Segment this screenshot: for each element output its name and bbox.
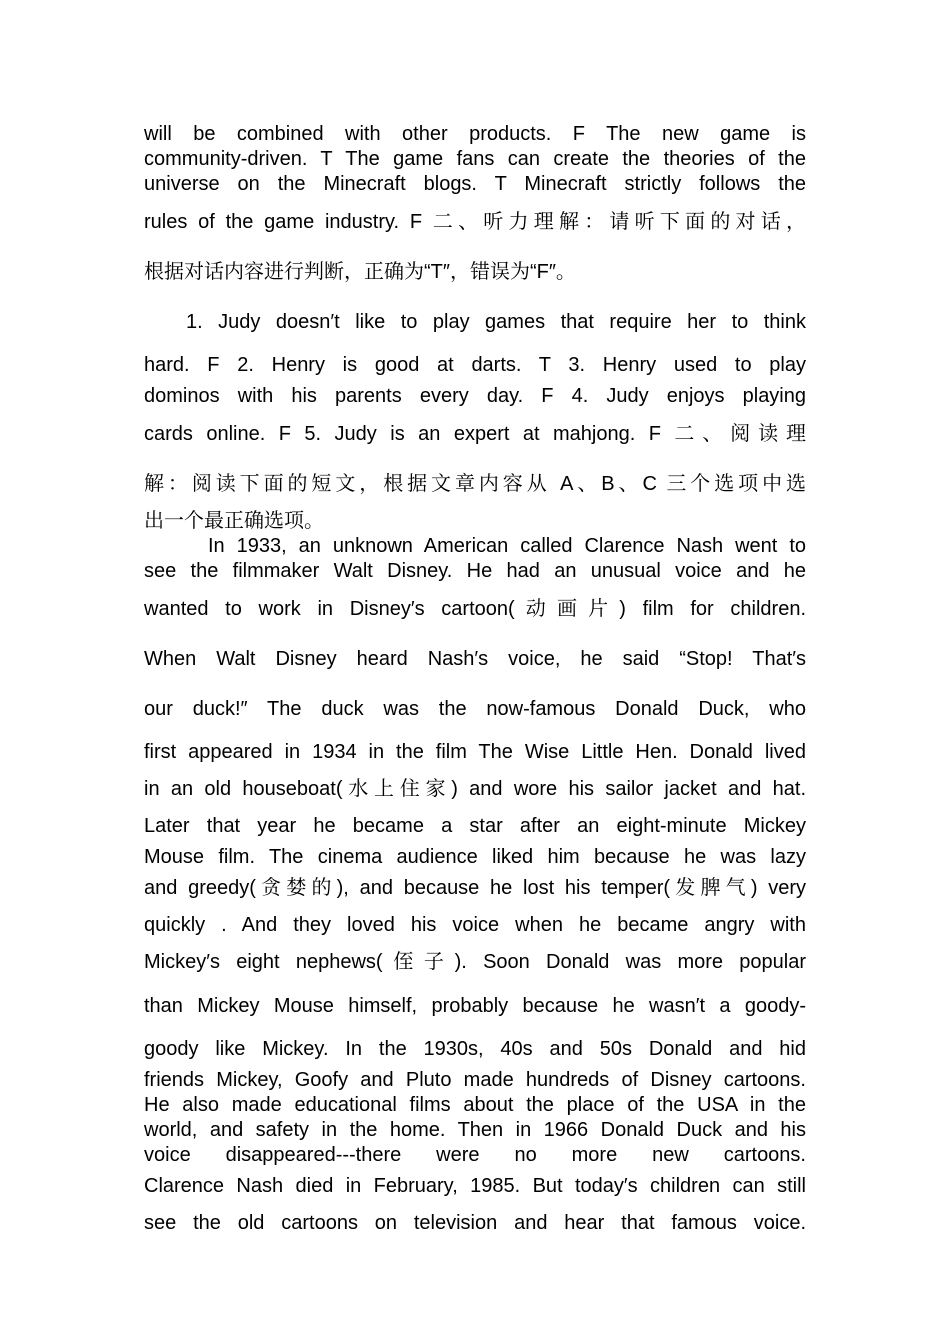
text-line: than Mickey Mouse himself, probably because he wasn′t a goody-: [144, 995, 806, 1017]
text-line: Clarence Nash died in February, 1985. But today′s children can still: [144, 1175, 806, 1197]
text-line: voice disappeared---there were no more new cartoons.: [144, 1144, 806, 1166]
document-page: [144, 122, 806, 1242]
text-line: 1. Judy doesn′t like to play games that require her to think: [186, 311, 806, 333]
text-line: friends Mickey, Goofy and Pluto made hundreds of Disney cartoons.: [144, 1069, 806, 1091]
text-line: in an old houseboat(水上住家) and wore his sailor jacket and hat.: [144, 778, 806, 800]
text-line: see the old cartoons on television and hear that famous voice.: [144, 1212, 806, 1234]
text-line: will be combined with other products. F The new game is: [144, 123, 806, 145]
text-line: see the filmmaker Walt Disney. He had an unusual voice and he: [144, 560, 806, 582]
text-line: 出一个最正确选项。: [144, 510, 324, 532]
text-line: hard. F 2. Henry is good at darts. T 3. Henry used to play: [144, 354, 806, 376]
text-line: quickly . And they loved his voice when he became angry with: [144, 914, 806, 936]
text-line: cards online. F 5. Judy is an expert at mahjong. F 二、阅读理: [144, 423, 806, 445]
text-line: Later that year he became a star after an eight-minute Mickey: [144, 815, 806, 837]
text-line: Mouse film. The cinema audience liked him because he was lazy: [144, 846, 806, 868]
text-line: first appeared in 1934 in the film The Wise Little Hen. Donald lived: [144, 741, 806, 763]
text-line: and greedy(贪婪的), and because he lost his temper(发脾气) very: [144, 877, 806, 899]
text-line: community-driven. T The game fans can create the theories of the: [144, 148, 806, 170]
text-line: 根据对话内容进行判断，正确为“T″，错误为“F″。: [144, 261, 576, 283]
text-line: universe on the Minecraft blogs. T Minecraft strictly follows the: [144, 173, 806, 195]
text-line: our duck!″ The duck was the now-famous Donald Duck, who: [144, 698, 806, 720]
text-line: dominos with his parents every day. F 4. Judy enjoys playing: [144, 385, 806, 407]
text-line: rules of the game industry. F 二、听力理解：请听下面的对话，: [144, 211, 806, 233]
text-line: wanted to work in Disney′s cartoon(动画片) film for children.: [144, 598, 806, 620]
text-line: He also made educational films about the place of the USA in the: [144, 1094, 806, 1116]
text-line: When Walt Disney heard Nash′s voice, he said “Stop! That′s: [144, 648, 806, 670]
text-line: goody like Mickey. In the 1930s, 40s and 50s Donald and hid: [144, 1038, 806, 1060]
text-line: Mickey′s eight nephews(侄子). Soon Donald was more popular: [144, 951, 806, 973]
text-line: world, and safety in the home. Then in 1966 Donald Duck and his: [144, 1119, 806, 1141]
text-line: In 1933, an unknown American called Clarence Nash went to: [208, 535, 806, 557]
text-line: 解：阅读下面的短文，根据文章内容从 A、B、C 三个选项中选: [144, 473, 806, 495]
